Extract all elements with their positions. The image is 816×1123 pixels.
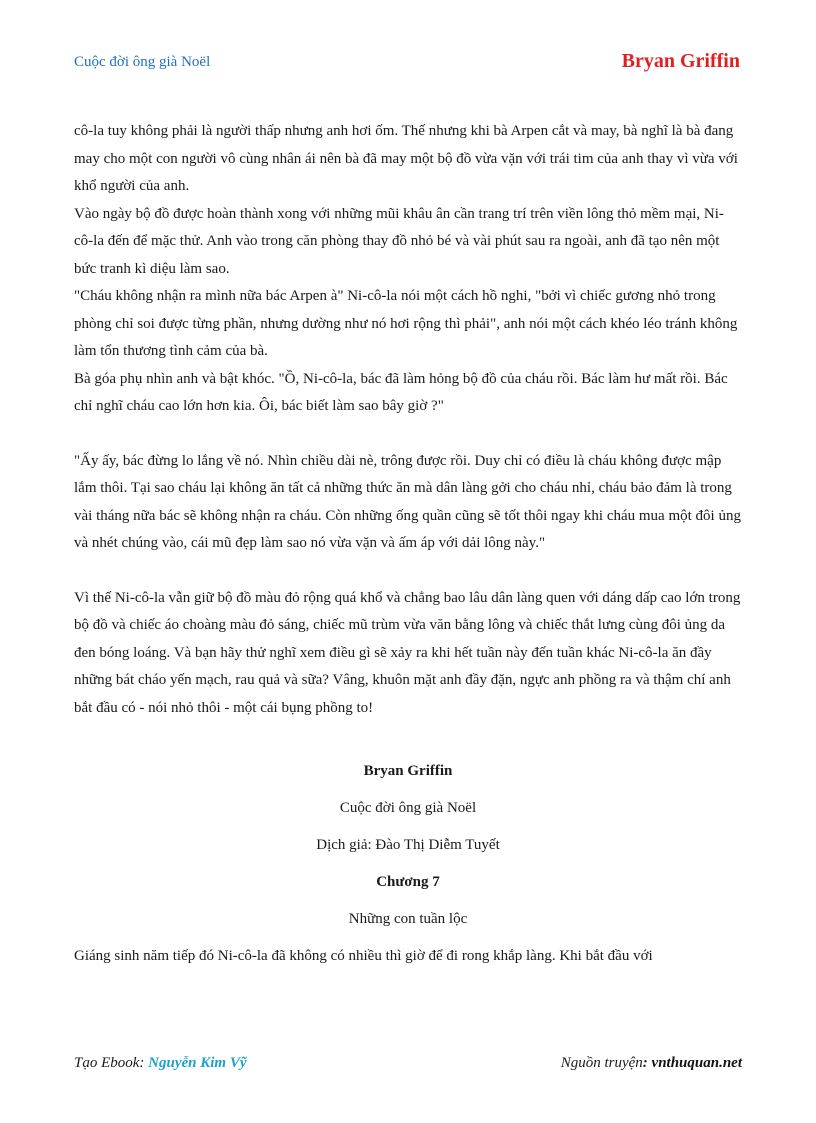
footer-ebook-label: Tạo Ebook xyxy=(74,1055,140,1071)
paragraph: Giáng sinh năm tiếp đó Ni-cô-la đã không có nhiều thì giờ để đi rong khắp làng. Khi bắt đầu với xyxy=(74,948,653,964)
chapter-number: Chương 7 xyxy=(376,874,440,890)
paragraph: Vào ngày bộ đồ được hoàn thành xong với những mũi khâu ân cần trang trí trên viền lông thỏ mềm mại, Ni-cô-la đến để mặc thử. Anh vào trong căn phòng thay đồ nhỏ bé và vài phút sau ra ngoài, anh đã tạo nên một bức tranh kì diệu làm sao. xyxy=(74,205,724,277)
footer-ebook-credit: Tạo Ebook: Nguyễn Kim Vỹ xyxy=(74,1055,247,1071)
chapter-book-title: Cuộc đời ông già Noël xyxy=(339,800,477,816)
paragraph: Vì thế Ni-cô-la vẫn giữ bộ đồ màu đỏ rộng quá khổ và chẳng bao lâu dân làng quen với dáng dấp cao lớn trong bộ đồ và chiếc áo choàng màu đỏ sáng, chiếc mũ trùm vừa văn bằng lông và chiếc thắt lưng cùng đôi ủng da đen bóng loáng. Và bạn hãy thử nghĩ xem điều gì sẽ xảy ra khi hết tuần này đến tuần khác Ni-cô-la ăn đầy những bát cháo yến mạch, rau quả và sữa? Vâng, khuôn mặt anh đầy đặn, ngực anh phồng ra và thậm chí anh bắt đầu có - nói nhỏ thôi - một cái bụng phồng to! xyxy=(74,589,741,716)
paragraph: "Ấy ấy, bác đừng lo lắng về nó. Nhìn chiều dài nè, trông được rồi. Duy chỉ có điều là cháu không được mập lắm thôi. Tại sao cháu lại không ăn tất cả những thức ăn mà dân làng gởi cho cháu nhỉ, cháu bảo đảm là trong vài tháng nữa bác sẽ không nhận ra cháu. Còn những ống quần cũng sẽ tốt thôi ngay khi cháu mua một đôi ủng và nhét chúng vào, cái mũ đẹp làm sao nó vừa vặn và ấm áp với dải lông này." xyxy=(74,452,741,551)
paragraph: Bà góa phụ nhìn anh và bật khóc. "Ồ, Ni-cô-la, bác đã làm hỏng bộ đồ của cháu rồi. Bác làm hư mất rồi. Bác chỉ nghĩ cháu cao lớn hơn kia. Ôi, bác biết làm sao bây giờ ?" xyxy=(74,370,728,414)
chapter-heading xyxy=(74,758,742,943)
chapter-title: Những con tuần lộc xyxy=(348,911,468,927)
page-body xyxy=(74,118,742,971)
footer-source-credit: Nguồn truyện: vnthuquan.net xyxy=(560,1055,742,1071)
footer-ebook-maker: Nguyễn Kim Vỹ xyxy=(148,1055,247,1071)
header-author: Bryan Griffin xyxy=(621,50,740,72)
header-book-title: Cuộc đời ông già Noël xyxy=(74,54,211,70)
page-header xyxy=(74,50,740,76)
footer-source-label: Nguồn truyện xyxy=(560,1055,643,1071)
footer-source-site: vnthuquan.net xyxy=(651,1055,742,1071)
paragraph: "Cháu không nhận ra mình nữa bác Arpen à" Ni-cô-la nói một cách hồ nghi, "bởi vì chiếc gương nhỏ trong phòng chỉ soi được từng phần, nhưng dường như nó hơi rộng thì phải", anh nói một cách khéo léo tránh không làm tổn thương tình cảm của bà. xyxy=(74,288,738,359)
paragraph: cô-la tuy không phải là người thấp nhưng anh hơi ốm. Thế nhưng khi bà Arpen cắt và may, bà nghĩ là bà đang may cho một con người vô cùng nhân ái nên bà đã may một bộ đồ vừa vặn với trái tim của anh thay vì vừa với khổ người của anh. xyxy=(74,123,738,194)
chapter-translator: Dịch giả: Đào Thị Diễm Tuyết xyxy=(316,837,500,853)
chapter-author: Bryan Griffin xyxy=(363,763,453,779)
